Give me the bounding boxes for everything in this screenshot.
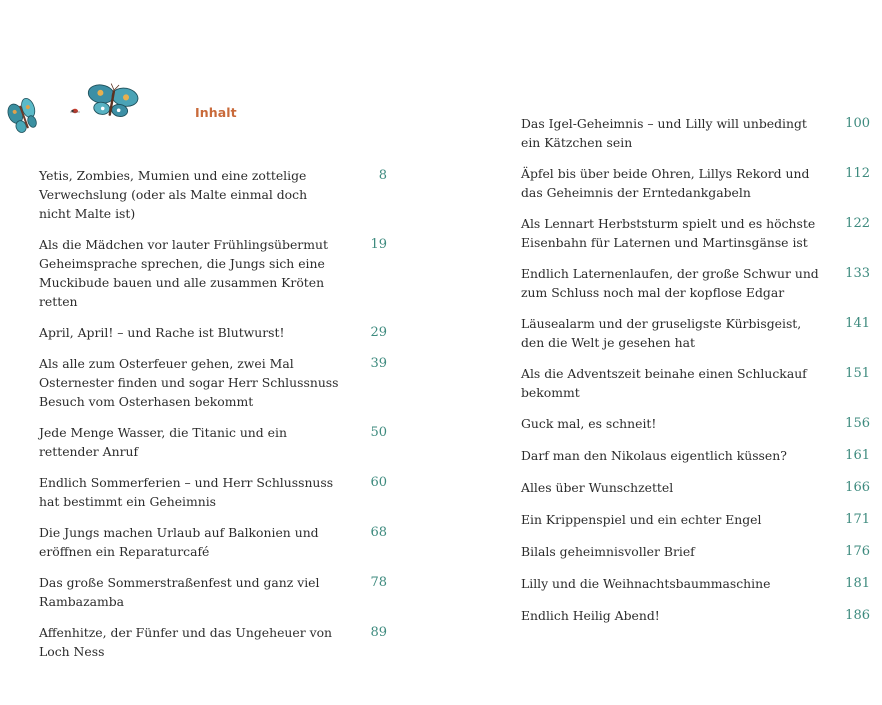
toc-entry-title: Als die Mädchen vor lauter Frühlingsübermut Geheimsprache sprechen, die Jungs sich eine Muckibude bauen und alle zusammen Kröten retten bbox=[39, 237, 328, 309]
toc-entry[interactable] bbox=[521, 414, 871, 433]
toc-entry[interactable] bbox=[521, 114, 871, 152]
toc-entry-title: Als die Adventszeit beinahe einen Schluckauf bekommt bbox=[521, 366, 807, 400]
toc-heading: Inhalt bbox=[195, 105, 237, 120]
butterfly-small-icon bbox=[5, 97, 41, 135]
toc-entry-page: 166 bbox=[845, 480, 870, 495]
toc-entry-page: 141 bbox=[845, 316, 870, 331]
toc-entry[interactable] bbox=[39, 354, 389, 411]
toc-entry-title: April, April! – und Rache ist Blutwurst! bbox=[39, 325, 285, 340]
toc-entry[interactable] bbox=[521, 264, 871, 302]
toc-entry-title: Endlich Laternenlaufen, der große Schwur und zum Schluss noch mal der kopflose Edgar bbox=[521, 266, 819, 300]
toc-entry-page: 89 bbox=[370, 625, 387, 640]
toc-entry-page: 156 bbox=[845, 416, 870, 431]
toc-entry-page: 122 bbox=[845, 216, 870, 231]
toc-entry-title: Darf man den Nikolaus eigentlich küssen? bbox=[521, 448, 787, 463]
toc-entry-title: Alles über Wunschzettel bbox=[521, 480, 674, 495]
toc-entry-page: 133 bbox=[845, 266, 870, 281]
toc-entry-title: Endlich Sommerferien – und Herr Schlussnuss hat bestimmt ein Geheimnis bbox=[39, 475, 334, 509]
toc-entry-page: 112 bbox=[845, 166, 870, 181]
right-page bbox=[441, 0, 882, 705]
toc-entry[interactable] bbox=[39, 473, 389, 511]
toc-entry-title: Guck mal, es schneit! bbox=[521, 416, 657, 431]
toc-entry-title: Die Jungs machen Urlaub auf Balkonien und eröffnen ein Reparaturcafé bbox=[39, 525, 319, 559]
toc-entry[interactable] bbox=[521, 214, 871, 252]
toc-entry[interactable] bbox=[521, 510, 871, 529]
toc-list-right bbox=[521, 114, 871, 625]
toc-entry-title: Jede Menge Wasser, die Titanic und ein rettender Anruf bbox=[39, 425, 287, 459]
toc-entry-title: Das große Sommerstraßenfest und ganz viel Rambazamba bbox=[39, 575, 320, 609]
toc-entry-page: 181 bbox=[845, 576, 870, 591]
toc-entry[interactable] bbox=[39, 235, 389, 311]
toc-entry-title: Als alle zum Osterfeuer gehen, zwei Mal Osternester finden und sogar Herr Schlussnuss Besuch vom Osterhasen bekommt bbox=[39, 356, 339, 409]
toc-entry-page: 161 bbox=[845, 448, 870, 463]
toc-entry-page: 151 bbox=[845, 366, 870, 381]
toc-entry-page: 176 bbox=[845, 544, 870, 559]
toc-entry-title: Yetis, Zombies, Mumien und eine zottelige Verwechslung (oder als Malte einmal doch nicht Malte ist) bbox=[39, 168, 308, 221]
butterflies-illustration bbox=[0, 75, 160, 140]
toc-entry-page: 60 bbox=[370, 475, 387, 490]
toc-entry-page: 29 bbox=[370, 325, 387, 340]
toc-entry-title: Endlich Heilig Abend! bbox=[521, 608, 660, 623]
toc-entry-page: 171 bbox=[845, 512, 870, 527]
toc-entry[interactable] bbox=[521, 314, 871, 352]
toc-entry[interactable] bbox=[521, 478, 871, 497]
toc-entry[interactable] bbox=[39, 623, 389, 661]
toc-entry[interactable] bbox=[39, 323, 389, 342]
toc-entry-page: 19 bbox=[370, 237, 387, 252]
toc-entry-title: Affenhitze, der Fünfer und das Ungeheuer von Loch Ness bbox=[39, 625, 333, 659]
toc-entry[interactable] bbox=[521, 574, 871, 593]
toc-entry[interactable] bbox=[521, 364, 871, 402]
toc-entry[interactable] bbox=[521, 446, 871, 465]
toc-entry-title: Läusealarm und der gruseligste Kürbisgeist, den die Welt je gesehen hat bbox=[521, 316, 802, 350]
toc-entry-page: 78 bbox=[370, 575, 387, 590]
toc-entry-page: 50 bbox=[370, 425, 387, 440]
toc-entry-title: Als Lennart Herbststurm spielt und es höchste Eisenbahn für Laternen und Martinsgänse ist bbox=[521, 216, 816, 250]
toc-entry-title: Lilly und die Weihnachtsbaummaschine bbox=[521, 576, 771, 591]
toc-entry-page: 100 bbox=[845, 116, 870, 131]
toc-entry-title: Bilals geheimnisvoller Brief bbox=[521, 544, 695, 559]
toc-entry[interactable] bbox=[521, 542, 871, 561]
toc-entry-page: 186 bbox=[845, 608, 870, 623]
toc-entry-title: Ein Krippenspiel und ein echter Engel bbox=[521, 512, 762, 527]
toc-entry-page: 68 bbox=[370, 525, 387, 540]
toc-entry-title: Äpfel bis über beide Ohren, Lillys Rekord und das Geheimnis der Erntedankgabeln bbox=[521, 166, 810, 200]
toc-entry[interactable] bbox=[521, 164, 871, 202]
toc-entry-title: Das Igel-Geheimnis – und Lilly will unbedingt ein Kätzchen sein bbox=[521, 116, 807, 150]
toc-entry[interactable] bbox=[39, 523, 389, 561]
toc-entry[interactable] bbox=[39, 573, 389, 611]
toc-entry[interactable] bbox=[39, 423, 389, 461]
toc-entry-page: 8 bbox=[378, 168, 387, 183]
toc-entry[interactable] bbox=[521, 606, 871, 625]
toc-list-left bbox=[39, 166, 389, 661]
ladybug-icon bbox=[70, 109, 80, 113]
butterfly-large-icon bbox=[85, 80, 140, 120]
toc-entry-page: 39 bbox=[370, 356, 387, 371]
toc-entry[interactable] bbox=[39, 166, 389, 223]
